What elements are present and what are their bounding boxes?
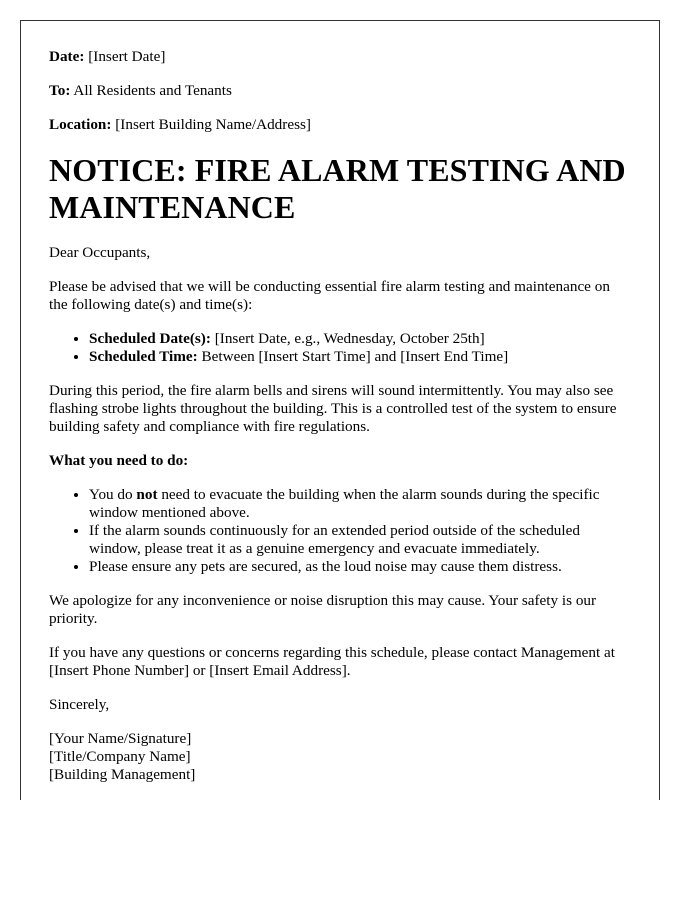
details-paragraph: During this period, the fire alarm bells and sirens will sound intermittently. You may also see flashing strobe lights throughout the building. This is a controlled test of the system to ensure building safety and compliance with fire regulations. (49, 382, 617, 435)
recipient-line (49, 82, 631, 100)
intro-paragraph: Please be advised that we will be conducting essential fire alarm testing and maintenance on the following date(s) and time(s): (49, 278, 610, 313)
contact-paragraph: If you have any questions or concerns regarding this schedule, please contact Management at [Insert Phone Number] or [Insert Email Address]. (49, 644, 615, 679)
signature-name: [Your Name/Signature] (49, 730, 192, 747)
location-line (49, 116, 631, 134)
todo-item1-emphasis: not (136, 486, 158, 503)
signature-title: [Title/Company Name] (49, 748, 191, 765)
schedule-time-value: Between [Insert Start Time] and [Insert End Time] (197, 348, 509, 365)
signature-org: [Building Management] (49, 766, 196, 783)
closing: Sincerely, (49, 696, 110, 713)
todo-item-pets: • Please ensure any pets are secured, as the loud noise may cause them distress. (89, 558, 631, 576)
schedule-dates-value: [Insert Date, e.g., Wednesday, October 25th] (210, 330, 485, 347)
schedule-time-label: Scheduled Time: (89, 348, 198, 365)
todo-item1-post: need to evacuate the building when the alarm sounds during the specific window mentioned above. (89, 486, 600, 521)
schedule-time-item (89, 348, 631, 366)
schedule-list (49, 330, 631, 366)
recipient-label: To: (49, 82, 71, 99)
recipient-value: All Residents and Tenants (70, 82, 232, 99)
schedule-dates-item (89, 330, 631, 348)
schedule-dates-label: Scheduled Date(s): (89, 330, 211, 347)
notice-document (20, 20, 660, 800)
location-label: Location: (49, 116, 112, 133)
signature-block (49, 730, 631, 784)
todo-list (49, 486, 631, 576)
todo-heading: What you need to do: (49, 452, 189, 469)
todo-item-no-evacuation (89, 486, 631, 522)
apology-paragraph: We apologize for any inconvenience or noise disruption this may cause. Your safety is our priority. (49, 592, 597, 627)
todo-item1-pre: You do (89, 486, 137, 503)
notice-title: NOTICE: FIRE ALARM TESTING AND MAINTENANCE (49, 152, 626, 225)
date-label: Date: (49, 48, 85, 65)
date-value: [Insert Date] (84, 48, 166, 65)
location-value: [Insert Building Name/Address] (111, 116, 311, 133)
todo-item-emergency: • If the alarm sounds continuously for an extended period outside of the scheduled window, please treat it as a genuine emergency and evacuate immediately. (89, 522, 631, 558)
greeting: Dear Occupants, (49, 244, 151, 261)
date-line (49, 48, 631, 66)
